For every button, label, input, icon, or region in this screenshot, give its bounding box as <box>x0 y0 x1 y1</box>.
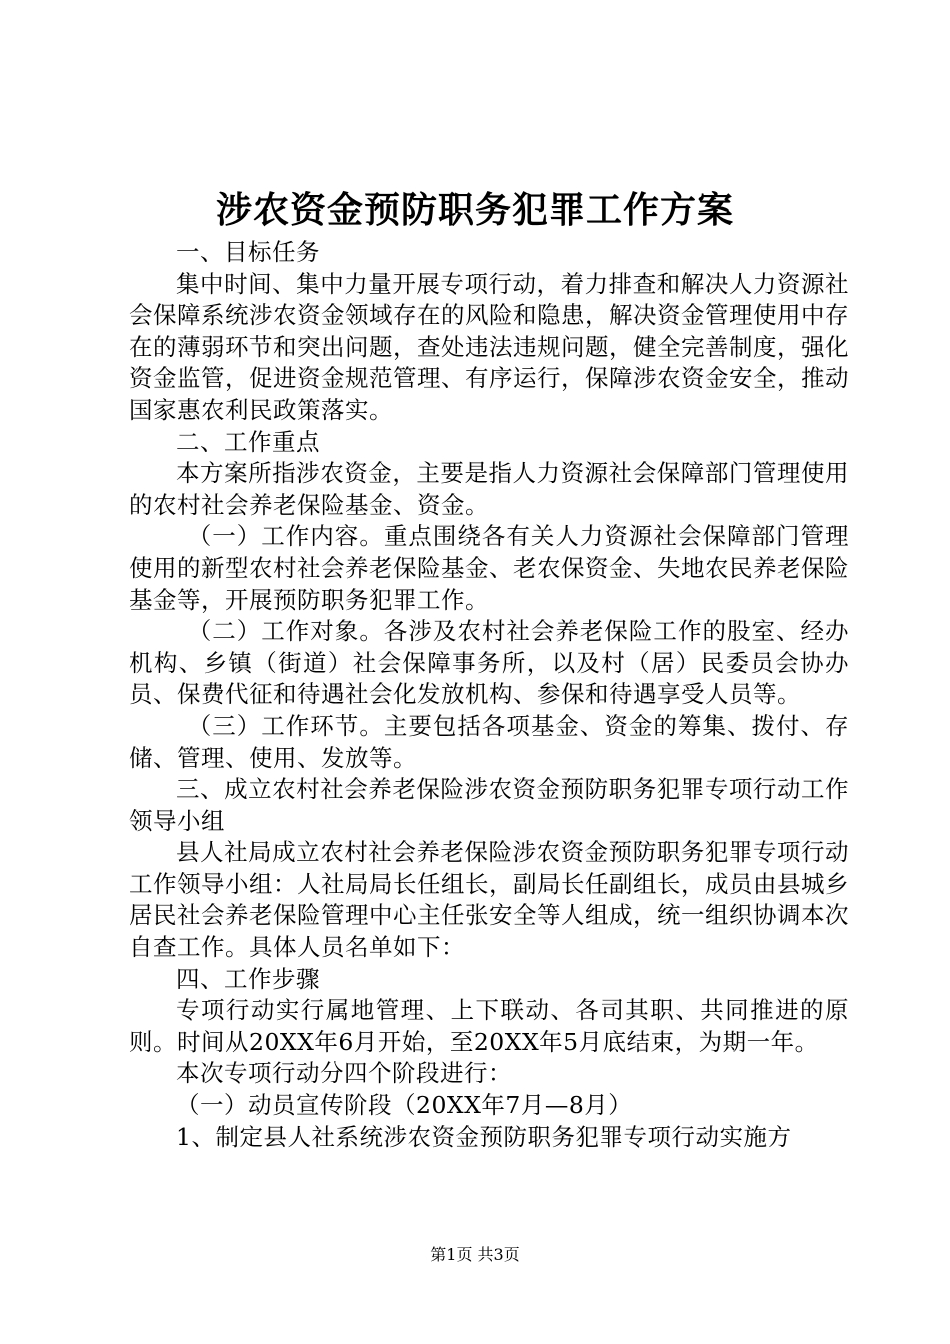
document-body <box>129 237 849 1153</box>
section-heading-4: 四、工作步骤 <box>176 964 320 993</box>
sub-paragraph: （二）工作对象。各涉及农村社会养老保险工作的股室、经办机构、乡镇（街道）社会保障事务所，以及村（居）民委员会协办员、保费代征和待遇社会化发放机构、参保和待遇享受人员等。 <box>129 617 849 709</box>
paragraph: 本方案所指涉农资金，主要是指人力资源社会保障部门管理使用的农村社会养老保险基金、资金。 <box>129 459 849 519</box>
paragraph: 县人社局成立农村社会养老保险涉农资金预防职务犯罪专项行动工作领导小组：人社局局长任组长，副局长任副组长，成员由县城乡居民社会养老保险管理中心主任张安全等人组成，统一组织协调本次自查工作。具体人员名单如下： <box>129 838 849 962</box>
phase-heading: （一）动员宣传阶段（20XX年7月—8月） <box>176 1091 633 1120</box>
paragraph: 专项行动实行属地管理、上下联动、各司其职、共同推进的原则。时间从20XX年6月开始，至20XX年5月底结束，为期一年。 <box>129 996 849 1056</box>
page-number: 第1页 共3页 <box>430 1245 520 1264</box>
section-heading-1: 一、目标任务 <box>176 238 320 266</box>
paragraph: 1、制定县人社系统涉农资金预防职务犯罪专项行动实施方 <box>176 1122 792 1151</box>
sub-paragraph: （一）工作内容。重点围绕各有关人力资源社会保障部门管理使用的新型农村社会养老保险基金、老农保资金、失地农民养老保险基金等，开展预防职务犯罪工作。 <box>129 522 849 614</box>
section-heading-2: 二、工作重点 <box>176 427 320 456</box>
paragraph: 集中时间、集中力量开展专项行动，着力排查和解决人力资源社会保障系统涉农资金领域存在的风险和隐患，解决资金管理使用中存在的薄弱环节和突出问题，查处违法违规问题，健全完善制度，强化资金监管，促进资金规范管理、有序运行，保障涉农资金安全，推动国家惠农利民政策落实。 <box>129 269 849 424</box>
document-title: 涉农资金预防职务犯罪工作方案 <box>215 189 734 231</box>
paragraph: 本次专项行动分四个阶段进行： <box>176 1059 512 1088</box>
sub-paragraph: （三）工作环节。主要包括各项基金、资金的筹集、拨付、存储、管理、使用、发放等。 <box>129 711 849 772</box>
section-heading-3: 三、成立农村社会养老保险涉农资金预防职务犯罪专项行动工作领导小组 <box>129 775 849 835</box>
